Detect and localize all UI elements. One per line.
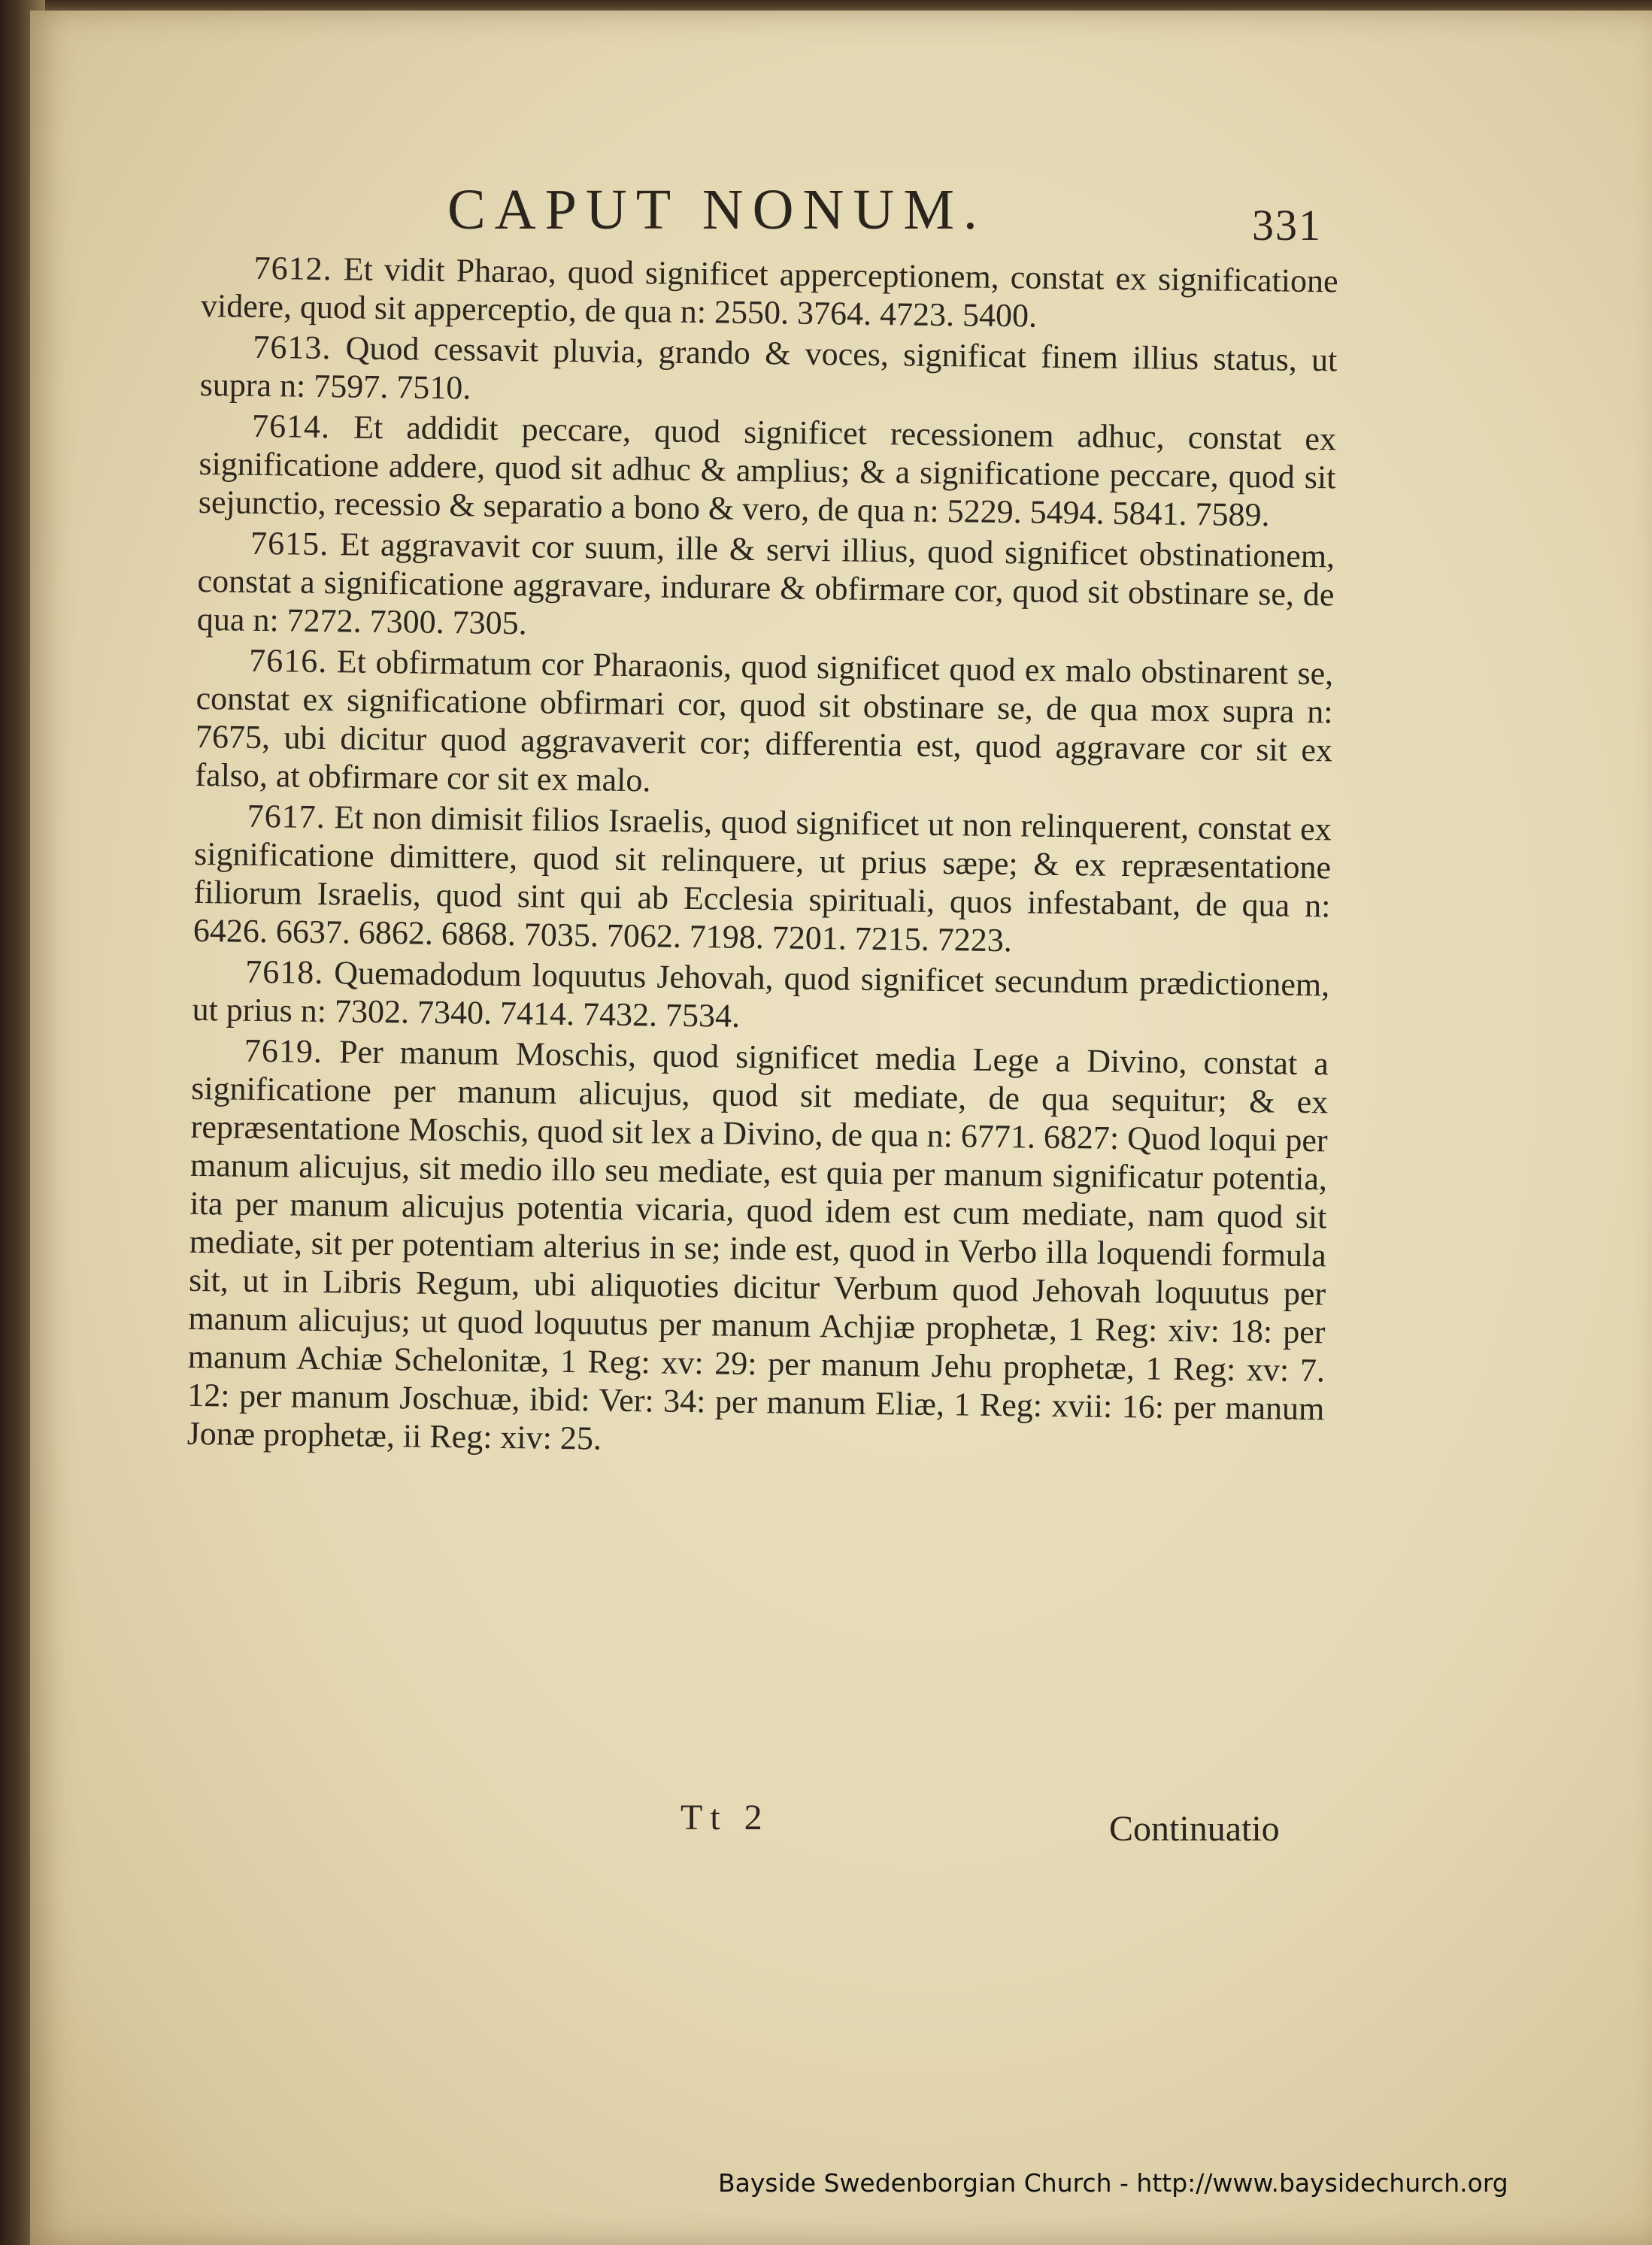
paragraph-7614 xyxy=(199,406,1337,535)
page-number: 331 xyxy=(1252,201,1322,250)
paragraph-number: 7619. xyxy=(244,1032,323,1071)
paragraph-7612 xyxy=(201,248,1338,338)
paragraph-text: Quod cessavit pluvia, grando & voces, significat finem illius status, ut supra n: 7597. 7510. xyxy=(199,329,1338,407)
paragraph-number: 7616. xyxy=(249,641,328,680)
watermark-credit: Bayside Swedenborgian Church - http://www.baysidechurch.org xyxy=(718,2168,1508,2198)
paragraph-number: 7612. xyxy=(253,249,332,288)
paragraph-number: 7615. xyxy=(250,524,329,563)
paragraph-text: Et non dimisit filios Israelis, quod significet ut non relinquerent, constat ex significatione dimittere, quod sit relinquere, ut prius sæpe; & ex repræsentatione filiorum Israelis, quod sint qui ab Ecclesia spirituali, quos infestabant, de qua n: 6426. 6637. 6862. 6868. 7035. 7062. 7198. 7201. 7215. 7223. xyxy=(192,798,1332,959)
catchword: Continuatio xyxy=(1109,1809,1280,1849)
paragraph-text: Per manum Moschis, quod significet media Lege a Divino, constat a significatione per manum alicujus, quod sit mediate, de qua sequitur; & ex repræsentatione Moschis, quod sit lex a Divino, de qua n: 6771. 6827: Quod loqui per manum alicujus, sit medio illo seu mediate, est quia per manum significatur potentia, ita per manum alicujus potentia vicaria, quod idem est cum mediate, nam quod sit mediate, sit per potentiam alterius in se; inde est, quod in Verbo illa loquendi formula sit, ut in Libris Regum, ubi aliquoties dicitur Verbum quod Jehovah loquutus per manum alicujus; ut quod loquutus per manum Achjiæ prophetæ, 1 Reg: xiv: 18: per manum Achiæ Schelonitæ, 1 Reg: xv: 29: per manum Jehu prophetæ, 1 Reg: xv: 7. 12: per manum Joschuæ, ibid: Ver: 34: per manum Eliæ, 1 Reg: xvii: 16: per manum Jonæ prophetæ, ii Reg: xiv: 25. xyxy=(186,1033,1329,1457)
paragraph-number: 7618. xyxy=(244,953,324,992)
running-head: CAPUT NONUM. xyxy=(447,178,987,241)
paragraph-7616 xyxy=(195,641,1333,807)
paragraph-text: Et aggravavit cor suum, ille & servi illius, quod significet obstinationem, constat a significatione aggravare, indurare & obfirmare cor, quod sit obstinare se, de qua n: 7272. 7300. 7305. xyxy=(196,526,1335,642)
paragraph-7613 xyxy=(199,327,1337,417)
paragraph-7617 xyxy=(193,796,1332,963)
paragraph-number: 7613. xyxy=(253,328,332,367)
paragraph-number: 7614. xyxy=(251,407,331,446)
paragraph-7615 xyxy=(197,523,1335,652)
paragraph-7619 xyxy=(186,1031,1329,1466)
paragraph-text: Et vidit Pharao, quod significet apperceptionem, constat ex significatione videre, quod sit apperceptio, de qua n: 2550. 3764. 4723. 5400. xyxy=(200,250,1338,335)
body-text xyxy=(186,248,1338,1468)
paragraph-text: Et addidit peccare, quod significet recessionem adhuc, constat ex significatione addere, quod sit adhuc & amplius; & a significatione peccare, quod sit sejunctio, recessio & separatio a bono & vero, de qua n: 5229. 5494. 5841. 7589. xyxy=(198,408,1337,534)
paragraph-text: Quemadodum loquutus Jehovah, quod significet secundum prædictionem, ut prius n: 7302. 7340. 7414. 7432. 7534. xyxy=(192,954,1330,1035)
signature-mark: Tt 2 xyxy=(681,1798,770,1838)
paragraph-7618 xyxy=(192,952,1329,1042)
paragraph-text: Et obfirmatum cor Pharaonis, quod significet quod ex malo obstinarent se, constat ex significatione obfirmari cor, quod sit obstinare se, de qua mox supra n: 7675, ubi dicitur quod aggravaverit cor; differentia est, quod aggravare cor sit ex falso, at obfirmare cor sit ex malo. xyxy=(195,643,1334,799)
paragraph-number: 7617. xyxy=(247,797,326,836)
